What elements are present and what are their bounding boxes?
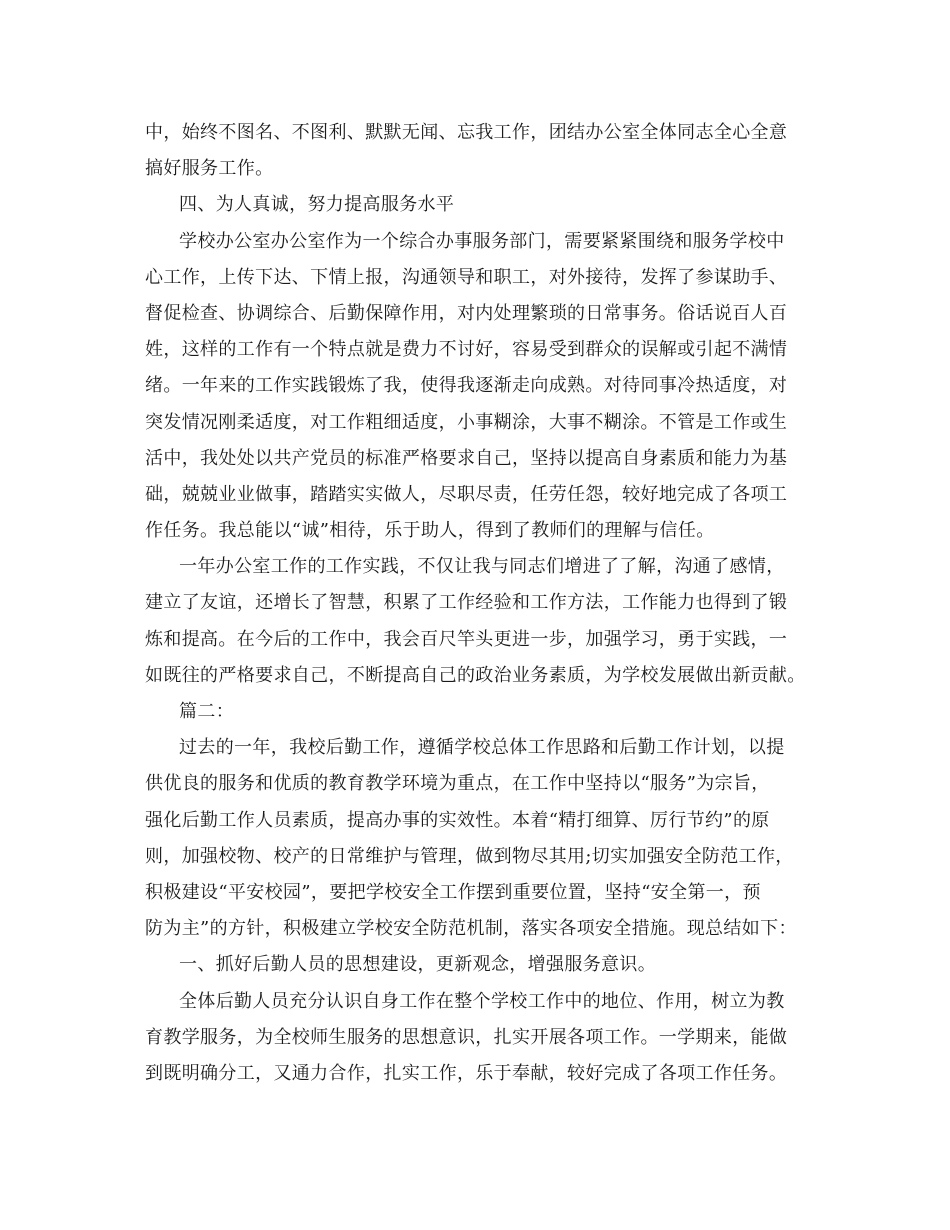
text-line: 绪。一年来的工作实践锻炼了我，使得我逐渐走向成熟。对待同事冷热适度，对	[145, 375, 788, 397]
text-line: 则，加强校物、校产的日常维护与管理，做到物尽其用;切实加强安全防范工作，	[145, 845, 794, 867]
text-line: 一、抓好后勤人员的思想建设，更新观念，增强服务意识。	[179, 954, 657, 976]
text-line: 到既明确分工，又通力合作，扎实工作，乐于奉献，较好完成了各项工作任务。	[145, 1062, 788, 1084]
text-line: 篇二：	[179, 701, 235, 722]
text-line: 强化后勤工作人员素质，提高办事的实效性。本着“精打细算、厉行节约”的原	[145, 809, 770, 831]
text-line: 心工作，上传下达、下情上报，沟通领导和职工，对外接待，发挥了参谋助手、	[145, 266, 788, 288]
document-body	[145, 115, 815, 1092]
text-line: 供优良的服务和优质的教育教学环境为重点，在工作中坚持以“服务”为宗旨，	[145, 773, 770, 795]
text-line: 过去的一年，我校后勤工作，遵循学校总体工作思路和后勤工作计划，以提	[179, 737, 785, 759]
text-line: 中，始终不图名、不图利、默默无闻、忘我工作，团结办公室全体同志全心全意	[145, 122, 788, 143]
text-line: 搞好服务工作。	[145, 158, 274, 180]
text-line: 建立了友谊，还增长了智慧，积累了工作经验和工作方法，工作能力也得到了锻	[145, 592, 788, 614]
text-line: 活中，我处处以共产党员的标准严格要求自己，坚持以提高自身素质和能力为基	[145, 447, 788, 469]
text-line: 姓，这样的工作有一个特点就是费力不讨好，容易受到群众的误解或引起不满情	[145, 339, 788, 361]
text-line: 防为主”的方针，积极建立学校安全防范机制，落实各项安全措施。现总结如下：	[145, 918, 797, 940]
text-line: 础，兢兢业业做事，踏踏实实做人，尽职尽责，任劳任怨，较好地完成了各项工	[145, 483, 788, 505]
text-line: 督促检查、协调综合、后勤保障作用，对内处理繁琐的日常事务。俗话说百人百	[145, 302, 788, 324]
text-line: 一年办公室工作的工作实践，不仅让我与同志们增进了了解，沟通了感情，	[179, 556, 785, 578]
text-line: 炼和提高。在今后的工作中，我会百尺竿头更进一步，加强学习，勇于实践，一	[145, 628, 788, 650]
text-line: 作任务。我总能以“诚”相待，乐于助人，得到了教师们的理解与信任。	[145, 520, 715, 542]
text-line: 四、为人真诚，努力提高服务水平	[179, 194, 455, 216]
text-line: 积极建设“平安校园”，要把学校安全工作摆到重要位置，坚持“安全第一，预	[145, 881, 761, 903]
text-line: 全体后勤人员充分认识自身工作在整个学校工作中的地位、作用，树立为教	[179, 990, 785, 1012]
text-line: 学校办公室办公室作为一个综合办事服务部门，需要紧紧围绕和服务学校中	[179, 230, 785, 252]
text-line: 突发情况刚柔适度，对工作粗细适度，小事糊涂，大事不糊涂。不管是工作或生	[145, 411, 788, 433]
text-line: 育教学服务，为全校师生服务的思想意识，扎实开展各项工作。一学期来，能做	[145, 1026, 788, 1048]
text-line: 如既往的严格要求自己，不断提高自己的政治业务素质，为学校发展做出新贡献。	[145, 664, 806, 686]
